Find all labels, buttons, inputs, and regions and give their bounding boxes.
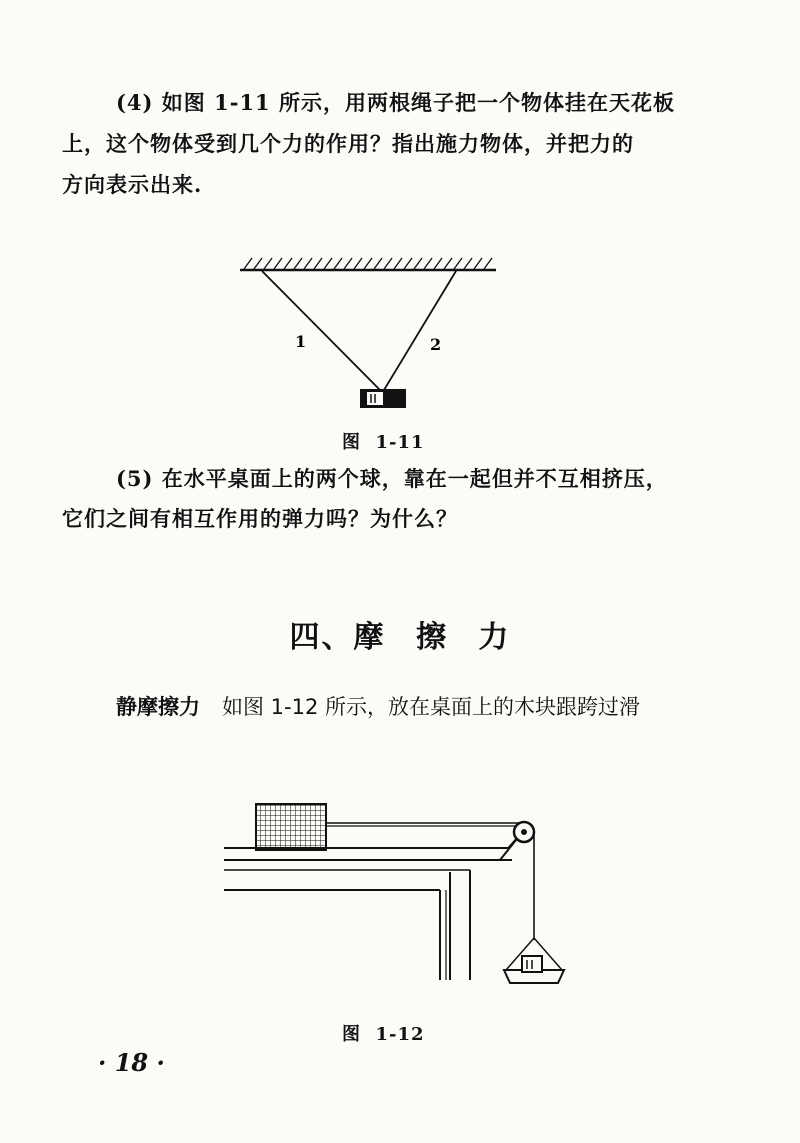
hanging-block [360, 389, 406, 408]
question-4-line-1: (4) 如图 1-11 所示，用两根绳子把一个物体挂在天花板 [116, 90, 675, 115]
ceiling [240, 258, 496, 270]
question-4-line-3: 方向表示出来. [62, 172, 203, 197]
rope-2 [384, 271, 456, 390]
static-friction-text: 如图 1-12 所示，放在桌面上的木块跟跨过滑 [222, 695, 641, 719]
figure-1-12-caption: 图 1-12 [342, 1024, 425, 1045]
static-friction-paragraph [116, 688, 640, 726]
static-friction-term: 静摩擦力 [116, 695, 200, 719]
rope-1-label: 1 [295, 332, 307, 351]
figure-1-11-caption: 图 1-11 [342, 432, 425, 453]
question-5-line-1: (5) 在水平桌面上的两个球，靠在一起但并不互相挤压， [116, 466, 668, 491]
table-top [224, 848, 512, 890]
pulley [514, 822, 534, 842]
page-number: · 18 · [98, 1048, 165, 1077]
figure-1-11 [0, 250, 800, 410]
weight-pan [504, 938, 564, 983]
table-leg [440, 870, 470, 980]
wooden-block [256, 804, 326, 850]
figure-1-12 [0, 790, 800, 1010]
rope-1 [262, 271, 380, 390]
rope-2-label: 2 [430, 335, 442, 354]
section-title: 四、摩 擦 力 [289, 620, 511, 655]
question-5-line-2: 它们之间有相互作用的弹力吗？为什么？ [62, 506, 458, 531]
question-4-line-2: 上，这个物体受到几个力的作用？指出施力物体，并把力的 [62, 131, 634, 156]
